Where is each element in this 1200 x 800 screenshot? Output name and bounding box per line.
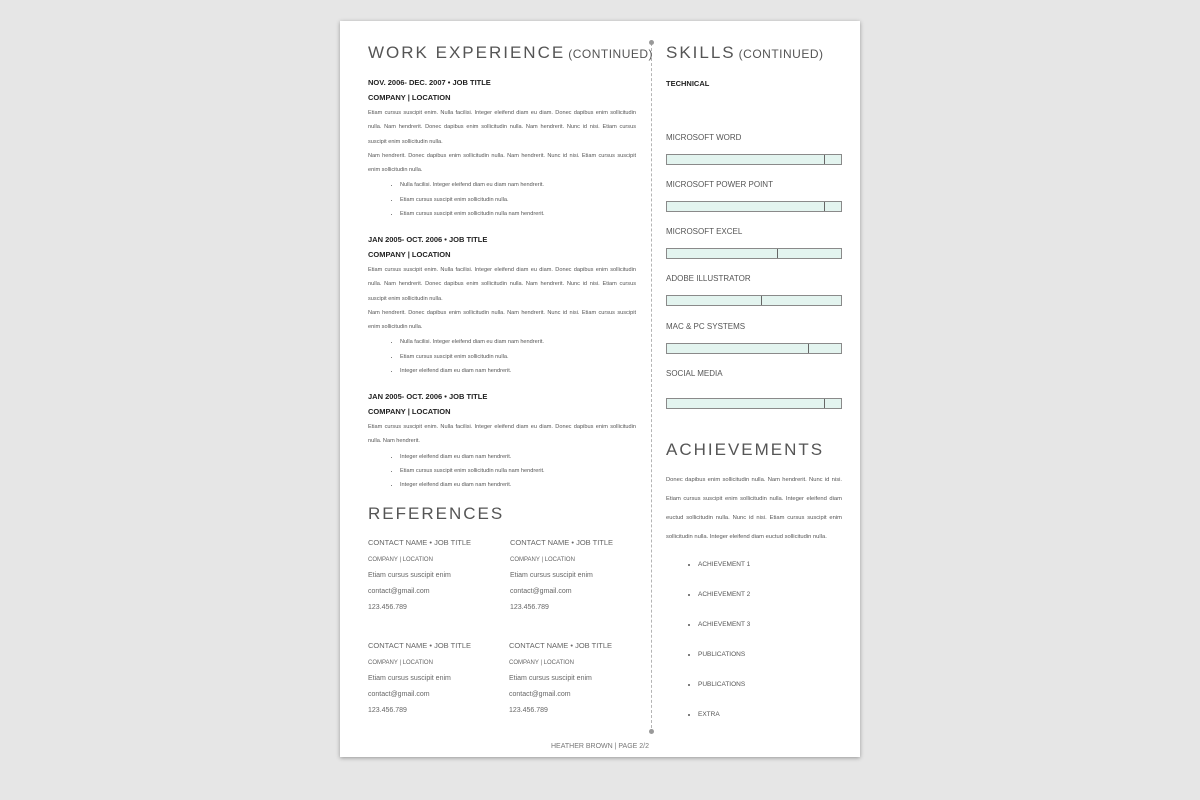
job-description: Nam hendrerit. Donec dapibus enim sollicitudin nulla. Nam hendrerit. Nunc id nisi. Etiam cursus suscipit enim sollicitudin nulla. — [368, 309, 636, 331]
list-item: • ACHIEVEMENT 1 — [698, 558, 842, 588]
job-entry — [368, 235, 636, 378]
references-section — [368, 504, 614, 714]
list-item: • Integer eleifend diam eu diam nam hendrerit. — [400, 450, 636, 464]
reference-name: CONTACT NAME • JOB TITLE — [368, 538, 472, 547]
skill-bar — [666, 398, 842, 409]
reference-text: Etiam cursus suscipit enim — [368, 675, 451, 682]
reference-name: CONTACT NAME • JOB TITLE — [368, 641, 472, 650]
divider-top-dot — [649, 40, 654, 45]
list-item: • ACHIEVEMENT 2 — [698, 588, 842, 618]
achievements-paragraph: Donec dapibus enim sollicitudin nulla. Nam hendrerit. Nunc id nisi. Etiam cursus suscipit enim sollicitudin nulla. Integer eleifend diam euctud sollicitudin nulla. Nunc id nisi. Etiam cursus suscipit enim sollicitudin nulla. Integer eleifend diam euctud sollicitudin nulla. — [666, 477, 842, 540]
skill-bar — [666, 248, 842, 259]
job-description: Etiam cursus suscipit enim. Nulla facilisi. Integer eleifend diam eu diam. Donec dapibus enim sollicitudin nulla. Nam hendrerit. — [368, 424, 636, 445]
reference-company: COMPANY | LOCATION — [509, 660, 574, 666]
achievements-section — [666, 440, 842, 738]
list-item: • Etiam cursus suscipit enim sollicitudin nulla nam hendrerit. — [400, 464, 636, 478]
reference-phone: 123.456.789 — [368, 707, 407, 714]
job-description: Nam hendrerit. Donec dapibus enim sollicitudin nulla. Nam hendrerit. Nunc id nisi. Etiam cursus suscipit enim sollicitudin nulla. — [368, 152, 636, 174]
job-company: COMPANY | LOCATION — [368, 93, 451, 102]
reference-company: COMPANY | LOCATION — [510, 557, 575, 563]
reference-card — [510, 538, 640, 611]
skill-item — [666, 322, 842, 354]
skill-name: MAC & PC SYSTEMS — [666, 322, 746, 331]
list-item: • Integer eleifend diam eu diam nam hendrerit. — [400, 364, 636, 378]
job-company: COMPANY | LOCATION — [368, 407, 451, 416]
skills-heading: SKILLS (CONTINUED) — [666, 43, 824, 62]
job-title: NOV. 2006- DEC. 2007 • JOB TITLE — [368, 78, 491, 87]
skill-item — [666, 227, 842, 259]
job-company: COMPANY | LOCATION — [368, 250, 451, 259]
reference-text: Etiam cursus suscipit enim — [368, 572, 451, 579]
list-item: • ACHIEVEMENT 3 — [698, 618, 842, 648]
skill-bar — [666, 201, 842, 212]
list-item: • Nulla facilisi. Integer eleifend diam eu diam nam hendrerit. — [400, 335, 636, 349]
left-column — [368, 43, 654, 714]
list-item: • EXTRA — [698, 708, 842, 738]
list-item: • Etiam cursus suscipit enim sollicitudin nulla. — [400, 193, 636, 207]
reference-text: Etiam cursus suscipit enim — [509, 675, 592, 682]
achievements-list — [666, 558, 842, 738]
reference-card — [509, 641, 639, 714]
skill-name: ADOBE ILLUSTRATOR — [666, 274, 751, 283]
work-experience-heading: WORK EXPERIENCE (CONTINUED) — [368, 43, 654, 62]
job-description: Etiam cursus suscipit enim. Nulla facilisi. Integer eleifend diam eu diam. Donec dapibus enim sollicitudin nulla. Nam hendrerit. Donec dapibus enim sollicitudin nulla. Nam hendrerit. Nunc id nisi. Etiam cursus suscipit enim sollicitudin nulla. — [368, 267, 636, 302]
reference-company: COMPANY | LOCATION — [368, 557, 433, 563]
skill-name: MICROSOFT WORD — [666, 133, 742, 142]
reference-card — [368, 641, 498, 714]
list-item: • Integer eleifend diam eu diam nam hendrerit. — [400, 478, 636, 492]
list-item: • PUBLICATIONS — [698, 648, 842, 678]
reference-email[interactable]: contact@gmail.com — [368, 588, 430, 595]
right-column — [666, 43, 842, 718]
skill-level-marker — [761, 296, 762, 305]
list-item: • Etiam cursus suscipit enim sollicitudin nulla. — [400, 350, 636, 364]
skill-bar — [666, 154, 842, 165]
skill-level-marker — [808, 344, 809, 353]
skill-level-marker — [824, 399, 825, 408]
skill-item — [666, 133, 842, 165]
resume-page — [340, 21, 860, 757]
list-item: • PUBLICATIONS — [698, 678, 842, 708]
job-title: JAN 2005- OCT. 2006 • JOB TITLE — [368, 392, 488, 401]
job-bullets — [368, 335, 636, 378]
page-footer: HEATHER BROWN | PAGE 2/2 — [550, 743, 650, 750]
reference-phone: 123.456.789 — [368, 604, 407, 611]
reference-phone: 123.456.789 — [509, 707, 548, 714]
skill-name: MICROSOFT POWER POINT — [666, 180, 773, 189]
divider-bottom-dot — [649, 729, 654, 734]
skill-item — [666, 274, 842, 306]
reference-text: Etiam cursus suscipit enim — [510, 572, 593, 579]
reference-email[interactable]: contact@gmail.com — [368, 691, 430, 698]
reference-name: CONTACT NAME • JOB TITLE — [509, 641, 613, 650]
job-entry — [368, 392, 636, 492]
skill-level-marker — [777, 249, 778, 258]
reference-phone: 123.456.789 — [510, 604, 549, 611]
skill-item — [666, 180, 842, 212]
skill-level-marker — [824, 155, 825, 164]
job-title: JAN 2005- OCT. 2006 • JOB TITLE — [368, 235, 488, 244]
skill-level-marker — [824, 202, 825, 211]
list-item: • Etiam cursus suscipit enim sollicitudin nulla nam hendrerit. — [400, 207, 636, 221]
skill-name: SOCIAL MEDIA — [666, 369, 723, 378]
reference-card — [368, 538, 498, 611]
skill-name: MICROSOFT EXCEL — [666, 227, 743, 236]
reference-email[interactable]: contact@gmail.com — [510, 588, 572, 595]
job-bullets — [368, 450, 636, 493]
references-heading: REFERENCES — [368, 504, 505, 523]
reference-name: CONTACT NAME • JOB TITLE — [510, 538, 614, 547]
column-divider — [651, 43, 652, 733]
job-bullets — [368, 178, 636, 221]
skill-bar — [666, 343, 842, 354]
job-description: Etiam cursus suscipit enim. Nulla facilisi. Integer eleifend diam eu diam. Donec dapibus enim sollicitudin nulla. Nam hendrerit. Donec dapibus enim sollicitudin nulla. Nam hendrerit. Nunc id nisi. Etiam cursus suscipit enim sollicitudin nulla. — [368, 110, 636, 145]
list-item: • Nulla facilisi. Integer eleifend diam eu diam nam hendrerit. — [400, 178, 636, 192]
achievements-heading: ACHIEVEMENTS — [666, 440, 825, 459]
reference-email[interactable]: contact@gmail.com — [509, 691, 571, 698]
skill-category: TECHNICAL — [666, 79, 710, 88]
reference-company: COMPANY | LOCATION — [368, 660, 433, 666]
skill-item — [666, 369, 842, 409]
skill-bar — [666, 295, 842, 306]
job-entry — [368, 78, 636, 221]
